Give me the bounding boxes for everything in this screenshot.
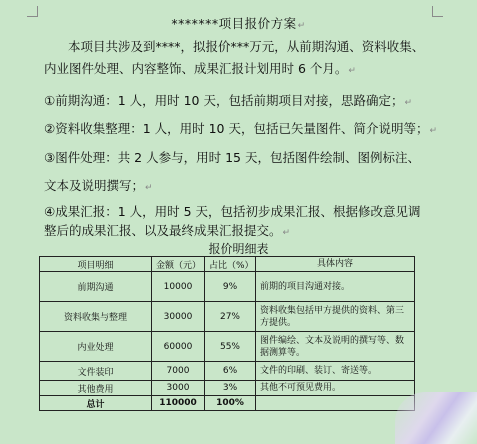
paragraph-mark: ↵ [429, 126, 438, 136]
item-3-line-2: 文本及说明撰写； [44, 178, 145, 193]
header-ratio: 占比（%） [205, 257, 256, 272]
cell-amount: 10000 [152, 272, 205, 302]
header-amount: 金额（元） [152, 257, 205, 272]
item-3-line-1: ③图件处理：共 2 人参与，用时 15 天，包括图件绘制、图例标注、 [44, 150, 420, 165]
table-caption [0, 240, 477, 257]
cell-item: 文件装印 [40, 362, 152, 381]
item-2-text: ②资料收集整理：1 人，用时 10 天，包括已矢量图件、简介说明等； [44, 121, 429, 136]
intro-line-2: 内业图件处理、内容整饰、成果汇报计划用时 6 个月。 [44, 61, 348, 76]
item-2-paragraph [44, 118, 439, 142]
paragraph-mark: ↵ [282, 228, 291, 238]
item-4-line-2: 整后的成果汇报、以及最终成果汇报提交。 [44, 223, 282, 238]
row-end-mark [415, 257, 438, 272]
cell-content: 前期的项目沟通对接。 [256, 272, 415, 302]
cell-total-content [256, 396, 415, 411]
row-end-mark [415, 272, 438, 302]
table-row [40, 362, 438, 381]
table-row [40, 302, 438, 332]
header-content: 具体内容 [256, 257, 415, 272]
cell-total-amount: 110000 [152, 396, 205, 411]
cell-ratio: 3% [205, 381, 256, 396]
cell-ratio: 27% [205, 302, 256, 332]
paragraph-mark: ↵ [348, 66, 356, 76]
cell-amount: 60000 [152, 332, 205, 362]
table-row [40, 381, 438, 396]
header-item: 项目明细 [40, 257, 152, 272]
intro-paragraph [44, 36, 439, 82]
title-text: *******项目报价方案 [171, 16, 297, 31]
cell-amount: 7000 [152, 362, 205, 381]
table-caption-text: 报价明细表 [208, 242, 269, 256]
paragraph-mark: ↵ [404, 98, 413, 108]
cell-ratio: 55% [205, 332, 256, 362]
item-1-text: ①前期沟通：1 人，用时 10 天，包括前期项目对接，思路确定； [44, 93, 404, 108]
cell-content: 其他不可预见费用。 [256, 381, 415, 396]
row-end-mark [415, 302, 438, 332]
table-total-row [40, 396, 438, 411]
table-header-row [40, 257, 438, 272]
row-end-mark [415, 332, 438, 362]
cell-content: 资料收集包括甲方提供的资料、第三方提供。 [256, 302, 415, 332]
quote-detail-table [39, 256, 438, 411]
table-row [40, 332, 438, 362]
cell-item: 内业处理 [40, 332, 152, 362]
cell-content: 图件编绘、文本及说明的撰写等、数据测算等。 [256, 332, 415, 362]
item-4-paragraph [44, 202, 439, 243]
cell-amount: 30000 [152, 302, 205, 332]
row-end-mark [415, 362, 438, 381]
cell-ratio: 6% [205, 362, 256, 381]
cell-item: 其他费用 [40, 381, 152, 396]
page-curl-decoration [395, 392, 477, 444]
paragraph-mark: ↵ [145, 183, 153, 193]
paragraph-mark: ↵ [297, 21, 306, 31]
cell-total-label: 总计 [40, 396, 152, 411]
cell-content: 文件的印刷、装订、寄送等。 [256, 362, 415, 381]
cell-total-ratio: 100% [205, 396, 256, 411]
intro-line-1: 本项目共涉及到****，拟报价***万元，从前期沟通、资料收集、 [68, 39, 425, 54]
item-4-line-1: ④成果汇报：1 人，用时 5 天，包括初步成果汇报、根据修改意见调 [44, 204, 421, 219]
cell-ratio: 9% [205, 272, 256, 302]
cell-item: 前期沟通 [40, 272, 152, 302]
item-1-paragraph [44, 90, 439, 114]
cell-amount: 3000 [152, 381, 205, 396]
document-title [0, 14, 477, 32]
cell-item: 资料收集与整理 [40, 302, 152, 332]
table-row [40, 272, 438, 302]
item-3-paragraph [44, 147, 439, 199]
